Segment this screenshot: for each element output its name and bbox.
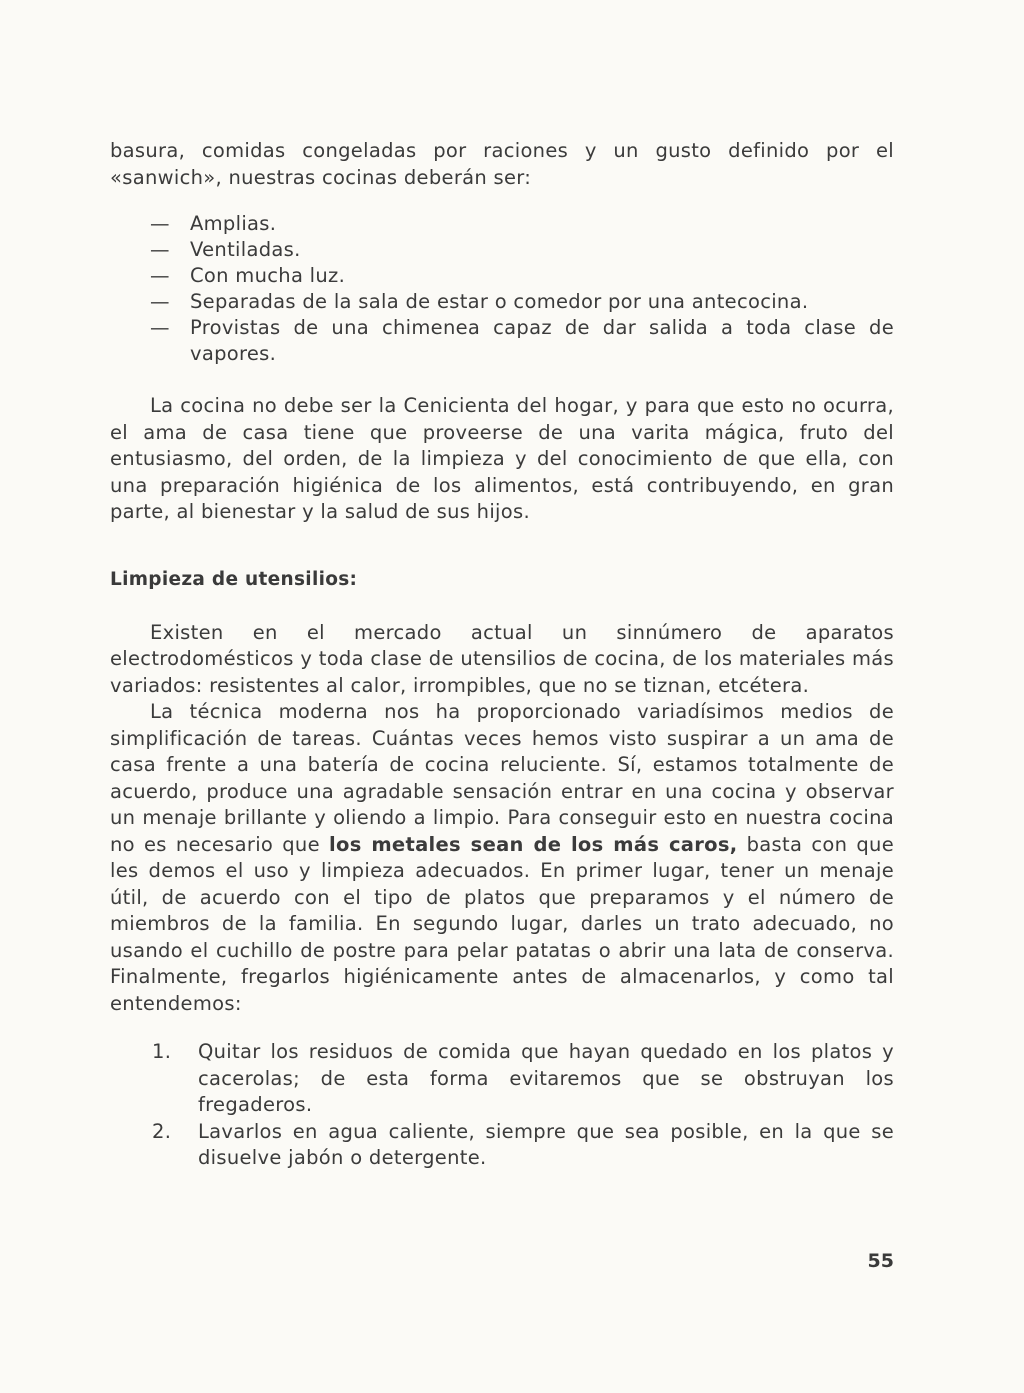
technique-text-end: basta con que les demos el uso y limpieza adecuados. En primer lugar, tener un menaje útil, de acuerdo con el tipo de platos que preparamos y el número de miembros de la familia. En segundo lugar, darles un trato adecuado, no usando el cuchillo de postre para pelar patatas o abrir una lata de conserva. Finalmente, fregarlos higiénicamente antes de almacenarlos, y como tal entendemos: <box>110 832 894 1015</box>
kitchen-requirements-list <box>110 211 894 367</box>
list-item-text: Provistas de una chimenea capaz de dar salida a toda clase de vapores. <box>190 316 894 365</box>
page-number: 55 <box>867 1250 894 1272</box>
technique-bold-text: los metales sean de los más caros, <box>329 832 738 856</box>
list-item-text: Separadas de la sala de estar o comedor por una antecocina. <box>190 290 809 313</box>
dash-marker: — <box>150 238 170 261</box>
step-text: Quitar los residuos de comida que hayan quedado en los platos y cacerolas; de esta forma evitaremos que se obstruyan los fregaderos. <box>198 1040 894 1116</box>
market-paragraph: Existen en el mercado actual un sinnúmero de aparatos electrodomésticos y toda clase de utensilios de cocina, de los materiales más variados: resistentes al calor, irrompibles, que no se tiznan, etcétera. <box>110 620 894 697</box>
list-item-text: Ventiladas. <box>190 238 301 261</box>
cinderella-paragraph: La cocina no debe ser la Cenicienta del hogar, y para que esto no ocurra, el ama de casa tiene que proveerse de una varita mágica, fruto del entusiasmo, del orden, de la limpieza y del conocimiento de que ella, con una preparación higiénica de los alimentos, está contribuyendo, en gran parte, al bienestar y la salud de sus hijos. <box>110 394 894 523</box>
step-text: Lavarlos en agua caliente, siempre que sea posible, en la que se disuelve jabón o detergente. <box>198 1119 894 1169</box>
dash-marker: — <box>150 264 170 287</box>
dash-marker: — <box>150 212 170 235</box>
list-item <box>150 289 894 315</box>
technique-text-start: La técnica moderna nos ha proporcionado variadísimos medios de simplificación de tareas. Cuántas veces hemos visto suspirar a un ama de casa frente a una batería de cocina reluciente. Sí, estamos totalmente de acuerdo, produce una agradable sensación entrar en una cocina y observar un menaje brillante y oliendo a limpio. Para conseguir esto en nuestra cocina no es necesario que <box>110 700 894 856</box>
list-item <box>152 1039 894 1119</box>
technique-paragraph <box>110 699 894 1017</box>
list-item <box>150 315 894 367</box>
step-number: 1. <box>152 1040 172 1063</box>
dash-marker: — <box>150 290 170 313</box>
list-item-text: Amplias. <box>190 212 277 235</box>
dash-marker: — <box>150 316 170 339</box>
list-item <box>150 237 894 263</box>
section-heading: Limpieza de utensilios: <box>110 568 358 590</box>
list-item <box>150 211 894 237</box>
intro-paragraph: basura, comidas congeladas por raciones y un gusto definido por el «sanwich», nuestras cocinas deberán ser: <box>110 139 894 189</box>
list-item <box>150 263 894 289</box>
page-body <box>110 138 894 1172</box>
step-number: 2. <box>152 1119 172 1143</box>
list-item <box>152 1119 894 1172</box>
cleaning-steps-list <box>110 1039 894 1172</box>
list-item-text: Con mucha luz. <box>190 264 346 287</box>
